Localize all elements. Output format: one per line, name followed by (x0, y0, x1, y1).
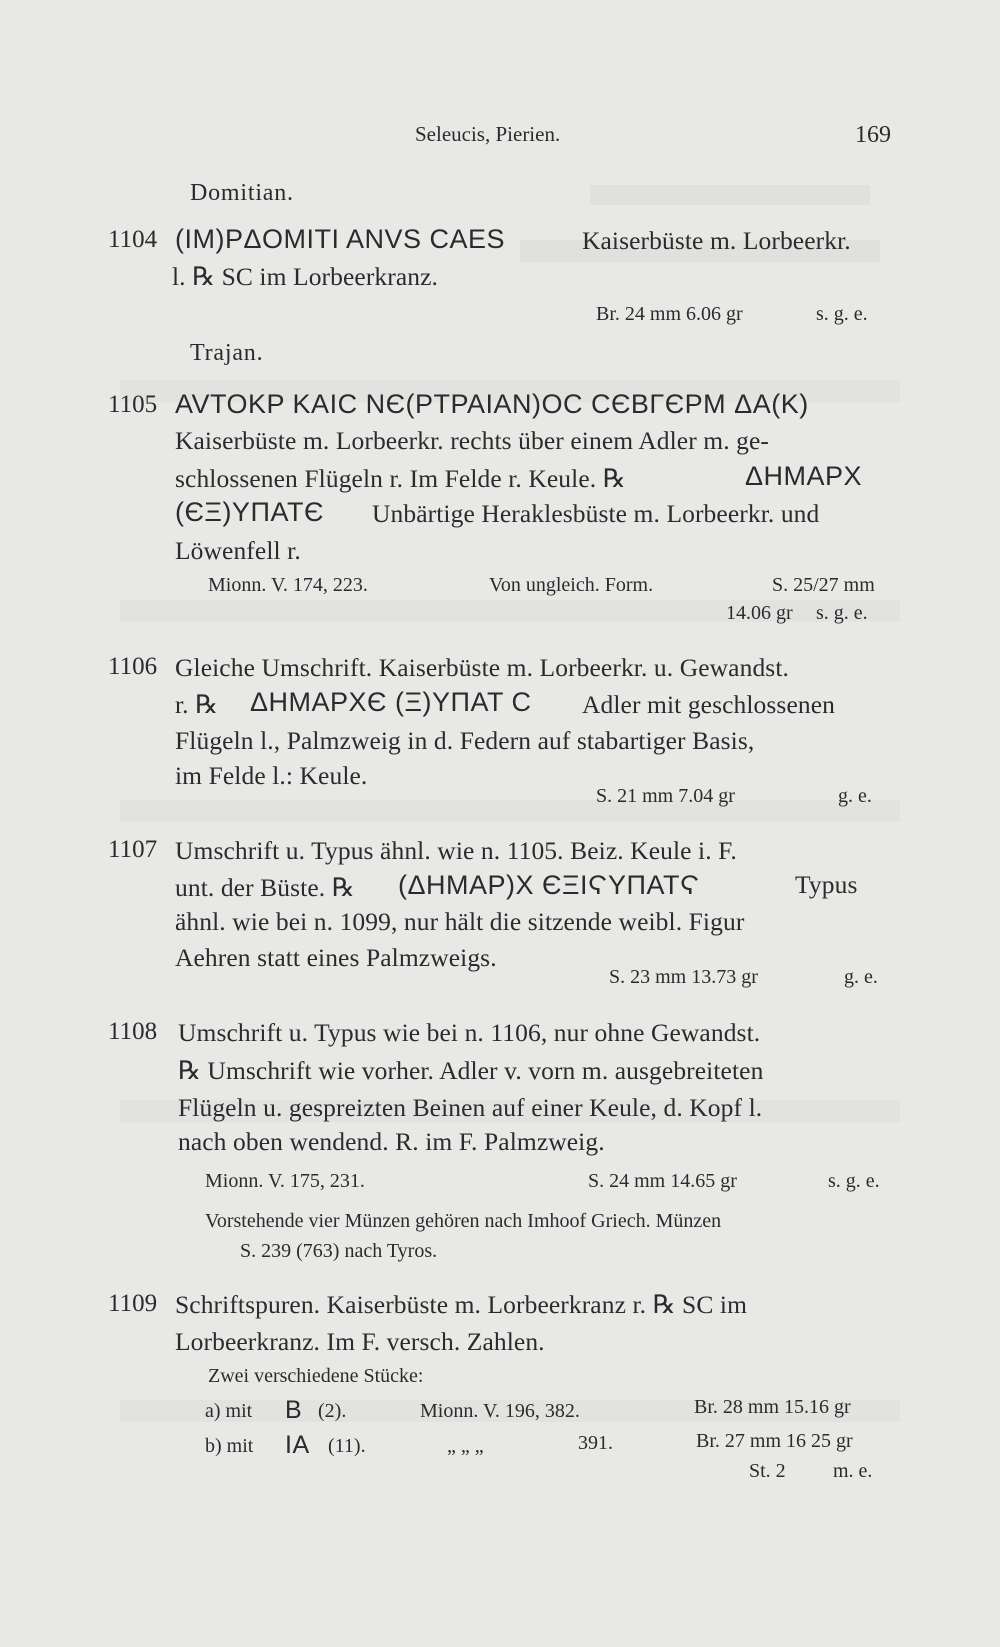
entry-text: nach oben wendend. R. im F. Palmzweig. (178, 1127, 605, 1156)
entry-note: S. 239 (763) nach Tyros. (240, 1240, 438, 1262)
reference: 391. (578, 1432, 613, 1454)
entry-text: Schriftspuren. Kaiserbüste m. Lorbeerkranz r. ℞ SC im (175, 1290, 748, 1319)
entry-number: 1106 (108, 653, 158, 680)
condition-grade: m. e. (833, 1460, 873, 1482)
condition-grade: g. e. (838, 785, 872, 807)
entry-text: ähnl. wie bei n. 1099, nur hält die sitzende weibl. Figur (175, 907, 745, 936)
entry-number: 1105 (108, 391, 158, 418)
entry-text: schlossenen Flügeln r. Im Felde r. Keule. ℞ (175, 464, 626, 493)
coin-measurements: S. 21 mm 7.04 gr (596, 785, 735, 807)
page-number: 169 (855, 122, 891, 148)
variety-number: (11). (328, 1435, 366, 1457)
entry-text: Unbärtige Heraklesbüste m. Lorbeerkr. und (372, 499, 820, 528)
condition-grade: g. e. (844, 966, 878, 988)
coin-legend: ΔHMAPX (745, 461, 863, 491)
entry-text: Flügeln l., Palmzweig in d. Federn auf stabartiger Basis, (175, 726, 755, 755)
variety-label: b) mit (205, 1435, 254, 1457)
entry-text: ℞ Umschrift wie vorher. Adler v. vorn m. ausgebreiteten (178, 1056, 764, 1085)
coin-legend: (ЄΞ)YΠATЄ (175, 497, 324, 527)
die-position: St. 2 (749, 1460, 786, 1482)
reference: Mionn. V. 175, 231. (205, 1170, 365, 1192)
entry-number: 1108 (108, 1018, 158, 1045)
variety-number: (2). (318, 1400, 347, 1422)
coin-measurements: Br. 28 mm 15.16 gr (694, 1396, 851, 1418)
entry-text: Umschrift u. Typus ähnl. wie n. 1105. Beiz. Keule i. F. (175, 836, 737, 865)
coin-legend: ΔHMAPXЄ (Ξ)YΠAT C (250, 687, 532, 717)
section-title-domitian: Domitian. (190, 180, 294, 206)
entry-text: Aehren statt eines Palmzweigs. (175, 943, 497, 972)
entry-number: 1109 (108, 1290, 158, 1317)
coin-size: S. 25/27 mm (772, 574, 875, 596)
reference: Mionn. V. 196, 382. (420, 1400, 580, 1422)
variety-label: a) mit (205, 1400, 253, 1422)
entry-text: Gleiche Umschrift. Kaiserbüste m. Lorbeerkr. u. Gewandst. (175, 653, 789, 682)
condition-grade: s. g. e. (816, 602, 868, 624)
coin-legend: (IM)PΔOMITI ANVS CAES (175, 224, 506, 254)
entry-note: Von ungleich. Form. (489, 574, 654, 596)
coin-measurements: Br. 27 mm 16 25 gr (696, 1430, 853, 1452)
coin-legend: AVTOKP KAIC NЄ(PTPAIAN)OC CЄBΓЄPM ΔA(K) (175, 389, 809, 419)
entry-text: Adler mit geschlossenen (582, 690, 835, 719)
variety-mark: B (285, 1396, 303, 1424)
coin-legend: (ΔHMAP)X ЄΞIϚYΠATϚ (398, 870, 700, 900)
coin-weight: 14.06 gr (726, 602, 793, 624)
entry-text: Kaiserbüste m. Lorbeerkr. rechts über einem Adler m. ge- (175, 426, 770, 455)
entry-text: l. ℞ SC im Lorbeerkranz. (172, 262, 439, 291)
coin-measurements: S. 23 mm 13.73 gr (609, 966, 758, 988)
entry-number: 1104 (108, 226, 158, 253)
entry-text: Löwenfell r. (175, 536, 301, 565)
condition-grade: s. g. e. (828, 1170, 880, 1192)
running-title: Seleucis, Pierien. (415, 122, 561, 146)
entry-text: Typus (795, 870, 858, 899)
entry-note: Vorstehende vier Münzen gehören nach Imhoof Griech. Münzen (205, 1210, 722, 1232)
entry-text: im Felde l.: Keule. (175, 761, 368, 790)
coin-measurements: S. 24 mm 14.65 gr (588, 1170, 737, 1192)
entry-text: Lorbeerkranz. Im F. versch. Zahlen. (175, 1327, 545, 1356)
entry-text: unt. der Büste. ℞ (175, 873, 355, 902)
section-title-trajan: Trajan. (190, 340, 264, 366)
varieties-intro: Zwei verschiedene Stücke: (208, 1365, 424, 1387)
entry-text: r. ℞ (175, 690, 219, 719)
entry-text: Umschrift u. Typus wie bei n. 1106, nur ohne Gewandst. (178, 1018, 761, 1047)
condition-grade: s. g. e. (816, 303, 868, 325)
reference: Mionn. V. 174, 223. (208, 574, 368, 596)
variety-mark: IA (285, 1431, 310, 1459)
entry-number: 1107 (108, 836, 158, 863)
ditto-marks: „ „ „ (447, 1435, 484, 1457)
entry-text: Kaiserbüste m. Lorbeerkr. (582, 226, 851, 255)
coin-measurements: Br. 24 mm 6.06 gr (596, 303, 743, 325)
entry-text: Flügeln u. gespreizten Beinen auf einer Keule, d. Kopf l. (178, 1093, 763, 1122)
